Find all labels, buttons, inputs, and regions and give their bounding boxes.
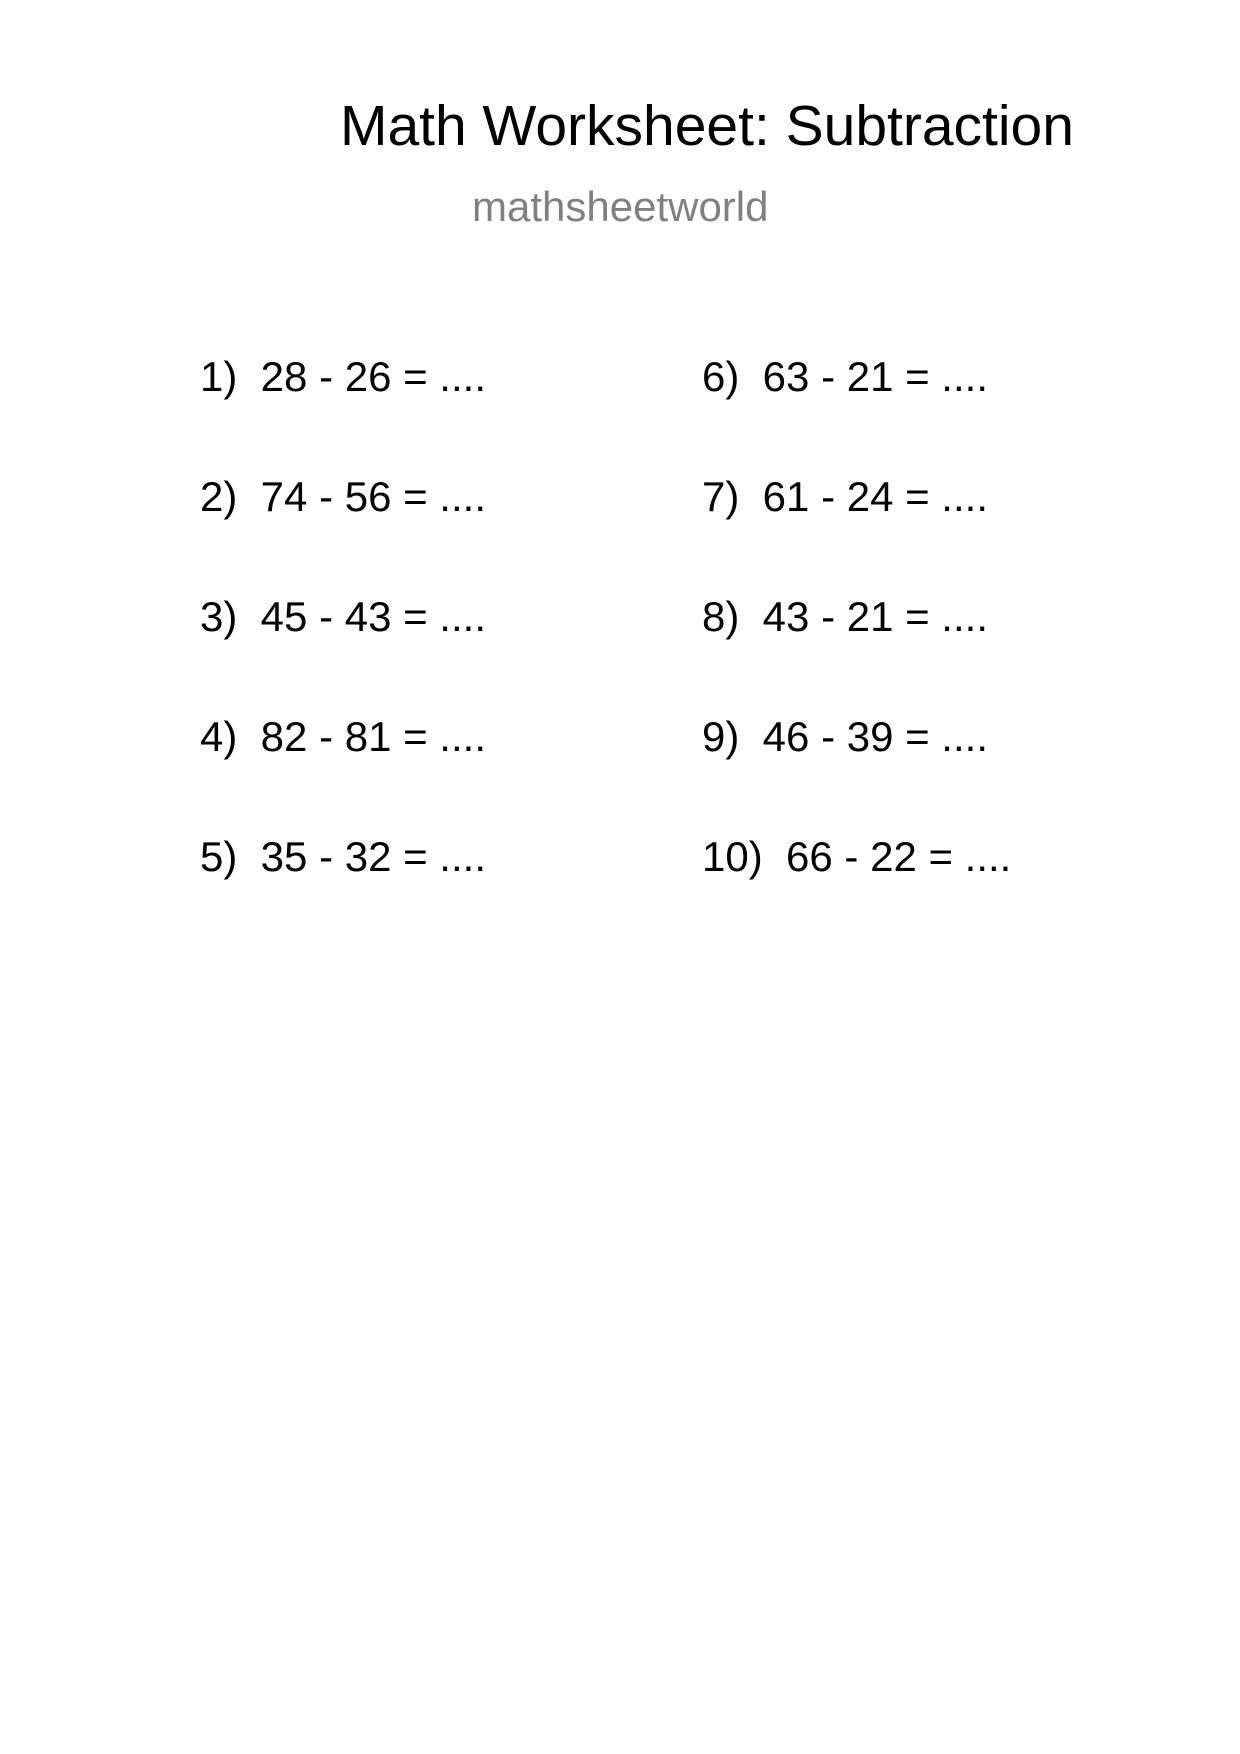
problem-item: 7) 61 - 24 = .... — [702, 473, 988, 520]
problem-item: 5) 35 - 32 = .... — [200, 833, 486, 880]
worksheet-title: Math Worksheet: Subtraction — [340, 94, 1074, 158]
problem-item: 6) 63 - 21 = .... — [702, 353, 988, 400]
problem-item: 9) 46 - 39 = .... — [702, 713, 988, 760]
problem-item: 2) 74 - 56 = .... — [200, 473, 486, 520]
problem-item: 1) 28 - 26 = .... — [200, 353, 486, 400]
problem-item: 10) 66 - 22 = .... — [702, 833, 1012, 880]
problem-item: 8) 43 - 21 = .... — [702, 593, 988, 640]
problem-item: 4) 82 - 81 = .... — [200, 713, 486, 760]
worksheet-source: mathsheetworld — [472, 183, 769, 230]
problem-item: 3) 45 - 43 = .... — [200, 593, 486, 640]
